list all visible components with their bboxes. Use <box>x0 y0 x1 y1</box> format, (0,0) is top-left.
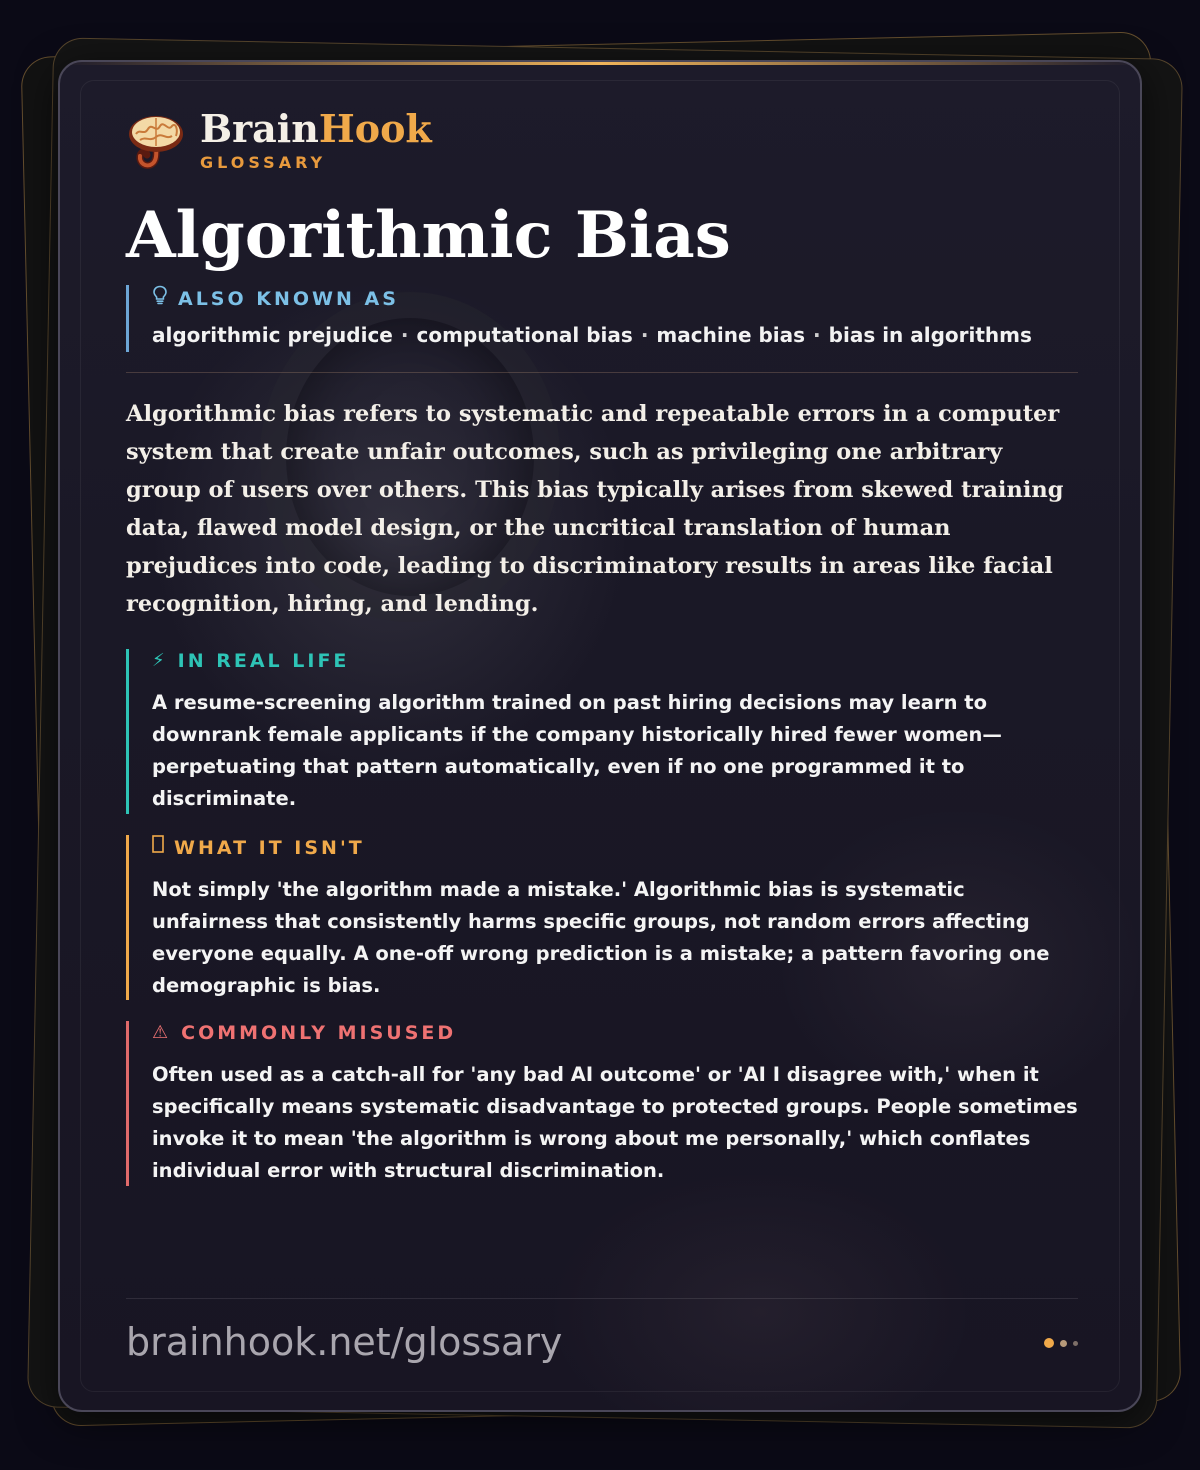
footer-url-link[interactable]: brainhook.net/glossary <box>126 1320 563 1364</box>
missing-glyph-icon <box>152 835 164 860</box>
commonly-misused-label-text: COMMONLY MISUSED <box>181 1022 457 1044</box>
commonly-misused-text: Often used as a catch-all for 'any bad AI outcome' or 'AI I disagree with,' when it specifically means systematic disadvantage to protected groups. People sometimes invoke it to mean 'the algorithm is wrong about me personally,' which conflates individual error with structural discrimination. <box>152 1063 1078 1182</box>
what-it-isnt-section <box>126 835 1078 1000</box>
in-real-life-label-text: IN REAL LIFE <box>177 650 350 672</box>
alias-separator: · <box>640 323 649 347</box>
alias-item: bias in algorithms <box>828 323 1032 347</box>
what-it-isnt-label <box>152 835 1078 860</box>
term-definition: Algorithmic bias refers to systematic and repeatable errors in a computer system that create unfair outcomes, such as privileging one arbitrary group of users over others. This bias typically arises from skewed training data, flawed model design, or the uncritical translation of human prejudices into code, leading to discriminatory results in areas like facial recognition, hiring, and lending. <box>126 401 1064 617</box>
glossary-card <box>58 60 1142 1412</box>
term-title: Algorithmic Bias <box>126 198 731 273</box>
brand-subtitle: GLOSSARY <box>200 152 327 172</box>
brand-name-primary: Brain <box>200 105 319 151</box>
what-it-isnt-text: Not simply 'the algorithm made a mistake.' Algorithmic bias is systematic unfairness that consistently harms specific groups, not random errors affecting everyone equally. A one-off wrong prediction is a mistake; a pattern favoring one demographic is bias. <box>152 878 1050 997</box>
also-known-as-label-text: ALSO KNOWN AS <box>178 287 399 310</box>
alias-separator: · <box>813 323 821 347</box>
alias-item: algorithmic prejudice <box>152 323 393 347</box>
brand-name <box>200 105 432 151</box>
brand-name-accent: Hook <box>318 105 432 151</box>
alias-separator: · <box>400 323 409 347</box>
lightning-icon: ⚡ <box>152 650 168 671</box>
alias-item: machine bias <box>656 323 806 347</box>
also-known-as-list <box>152 322 1078 348</box>
commonly-misused-section <box>126 1021 1078 1186</box>
pagination-dot-active[interactable] <box>1044 1338 1054 1348</box>
commonly-misused-label <box>152 1021 1078 1045</box>
pagination-dot[interactable] <box>1060 1340 1067 1347</box>
in-real-life-label <box>152 649 1078 673</box>
section-divider <box>126 372 1078 373</box>
pagination-dots <box>1038 1338 1078 1348</box>
in-real-life-text: A resume-screening algorithm trained on past hiring decisions may learn to downrank female applicants if the company historically hired fewer women—perpetuating that pattern automatically, even if no one programmed it to discriminate. <box>152 691 1002 810</box>
lightbulb-icon <box>152 285 168 312</box>
brand-header[interactable] <box>126 105 432 172</box>
also-known-as-label <box>152 285 1078 312</box>
footer-divider <box>126 1298 1078 1299</box>
also-known-as-section <box>126 285 1078 352</box>
brain-hook-icon <box>126 110 186 170</box>
pagination-dot[interactable] <box>1073 1341 1078 1346</box>
what-it-isnt-label-text: WHAT IT ISN'T <box>174 836 365 859</box>
warning-icon: ⚠ <box>152 1022 172 1043</box>
alias-item: computational bias <box>416 323 633 347</box>
in-real-life-section <box>126 649 1078 814</box>
